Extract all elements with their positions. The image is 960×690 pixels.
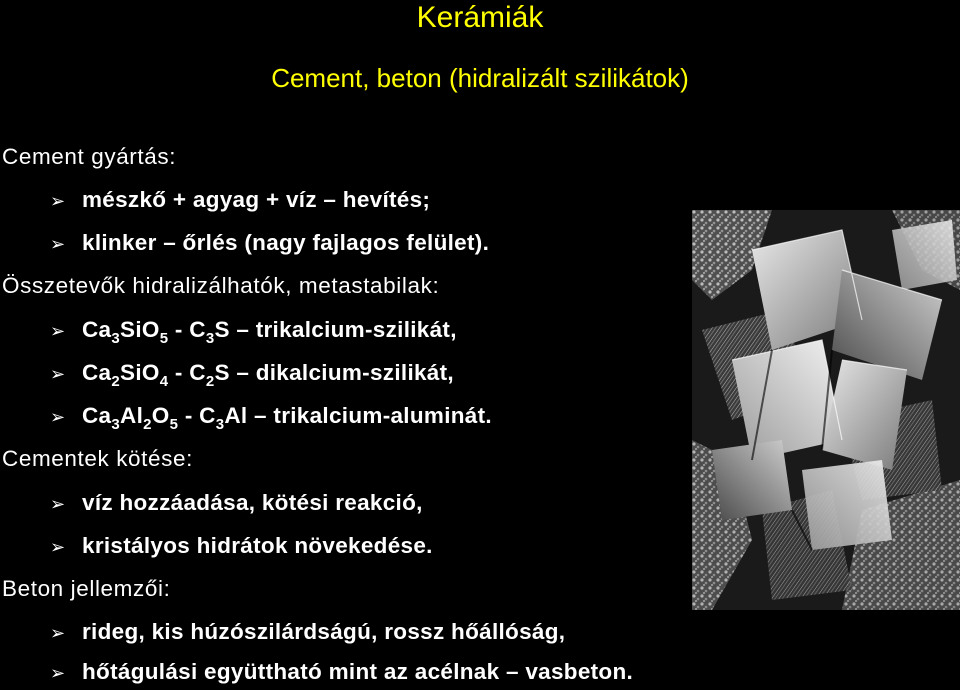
arrow-bullet-icon: ➢ <box>50 663 66 684</box>
slide-title: Kerámiák <box>416 1 544 34</box>
cement-crystal-micrograph <box>692 210 960 610</box>
arrow-bullet-icon: ➢ <box>50 623 66 644</box>
list-item <box>50 402 492 432</box>
list-item <box>50 658 633 688</box>
list-item-text: – trikalcium-szilikát, <box>229 317 457 342</box>
arrow-bullet-icon: ➢ <box>50 364 66 385</box>
list-item <box>50 532 433 562</box>
list-item-text: víz hozzáadása, kötési reakció, <box>82 490 423 515</box>
list-item <box>50 316 457 346</box>
list-item <box>50 618 565 648</box>
list-item-text: klinker – őrlés (nagy fajlagos felület). <box>82 230 490 255</box>
list-item-text: – trikalcium-aluminát. <box>247 403 492 428</box>
formula-c3s: $Ca_3SiO_5 - C_3S$ <box>82 317 230 347</box>
slide-subtitle: Cement, beton (hidralizált szilikátok) <box>271 63 689 93</box>
formula-c2s: $Ca_2SiO_4 - C_2S$ <box>82 360 230 390</box>
arrow-bullet-icon: ➢ <box>50 321 66 342</box>
formula-c3a: $Ca_3Al_2O_5 - C_3Al$ <box>82 403 248 433</box>
micrograph-drawing <box>692 210 960 610</box>
list-item-text: hőtágulási együttható mint az acélnak – vasbeton. <box>82 659 634 684</box>
list-item-text: rideg, kis húzószilárdságú, rossz hőállóság, <box>82 619 566 644</box>
arrow-bullet-icon: ➢ <box>50 191 66 212</box>
list-item-text: mészkő + agyag + víz – hevítés; <box>82 187 431 212</box>
arrow-bullet-icon: ➢ <box>50 537 66 558</box>
list-item-text: – dikalcium-szilikát, <box>229 360 454 385</box>
list-item <box>50 229 489 259</box>
section-heading-components: Összetevők hidralizálhatók, metastabilak: <box>2 273 440 298</box>
list-item <box>50 489 423 519</box>
arrow-bullet-icon: ➢ <box>50 234 66 255</box>
list-item <box>50 186 430 216</box>
list-item <box>50 359 454 389</box>
section-heading-concrete: Beton jellemzői: <box>2 576 171 601</box>
list-item-text: kristályos hidrátok növekedése. <box>82 533 433 558</box>
arrow-bullet-icon: ➢ <box>50 407 66 428</box>
section-heading-production: Cement gyártás: <box>2 144 177 169</box>
section-heading-setting: Cementek kötése: <box>2 446 193 471</box>
arrow-bullet-icon: ➢ <box>50 494 66 515</box>
